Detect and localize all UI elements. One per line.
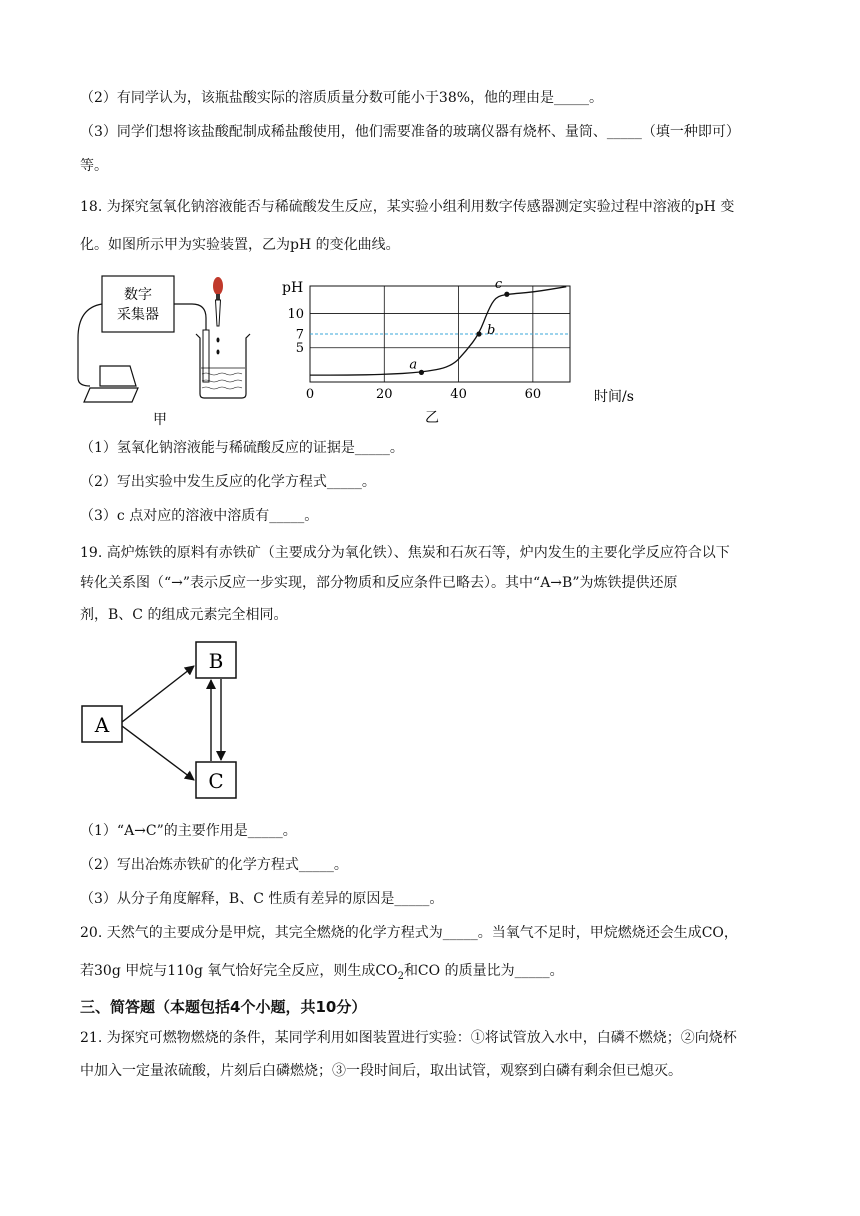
y-tick-label: 10 bbox=[287, 306, 304, 322]
q19-intro-line3: 剂，B、C 的组成元素完全相同。 bbox=[80, 607, 288, 623]
ph-curve bbox=[310, 287, 566, 375]
x-tick-label: 20 bbox=[376, 387, 393, 402]
q20-line2-part2: 和CO 的质量比为_____。 bbox=[403, 963, 564, 979]
arrow-a-to-c bbox=[122, 726, 194, 780]
q17-sub2: （2）有同学认为，该瓶盐酸实际的溶质质量分数可能小于38%，他的理由是_____。 bbox=[80, 90, 604, 106]
ph-probe bbox=[203, 330, 209, 382]
q19-sub2: （2）写出冶炼赤铁矿的化学方程式_____。 bbox=[80, 857, 348, 873]
x-tick-label: 0 bbox=[305, 387, 315, 402]
figure-yi-caption: 乙 bbox=[425, 410, 439, 426]
x-axis-label: 时间/s bbox=[594, 389, 634, 405]
q19-sub1: （1）“A→C”的主要作用是_____。 bbox=[80, 823, 297, 839]
q18-intro-line2: 化。如图所示甲为实验装置，乙为pH 的变化曲线。 bbox=[80, 237, 400, 253]
q17-sub3-line2: 等。 bbox=[80, 158, 108, 174]
point-label-b: b bbox=[487, 323, 496, 338]
conversion-diagram bbox=[70, 630, 270, 810]
y-tick-label: 7 bbox=[295, 327, 304, 343]
x-tick-label: 60 bbox=[524, 387, 542, 402]
x-tick-label: 40 bbox=[450, 387, 467, 402]
q19-intro-line1: 19. 高炉炼铁的原料有赤铁矿（主要成分为氧化铁）、焦炭和石灰石等，炉内发生的主要化学反应符合以下 bbox=[80, 545, 730, 561]
q18-intro-line1: 18. 为探究氢氧化钠溶液能否与稀硫酸发生反应，某实验小组利用数字传感器测定实验过程中溶液的pH 变 bbox=[80, 199, 735, 215]
y-axis-label: pH bbox=[282, 280, 304, 296]
collector-label-1: 数字 bbox=[124, 287, 152, 303]
cable-to-probe bbox=[174, 304, 206, 330]
arrow-a-to-b bbox=[122, 666, 194, 722]
q21-line1: 21. 为探究可燃物燃烧的条件，某同学利用如图装置进行实验：①将试管放入水中，白磷不燃烧；②向烧杯 bbox=[80, 1030, 737, 1046]
point-label-a: a bbox=[409, 357, 418, 373]
point-label-c: c bbox=[494, 277, 503, 293]
point-c bbox=[504, 292, 509, 297]
point-a bbox=[419, 370, 424, 375]
collector-label-2: 采集器 bbox=[117, 307, 159, 323]
q19-sub3: （3）从分子角度解释，B、C 性质有差异的原因是_____。 bbox=[80, 891, 444, 907]
node-a-label: A bbox=[94, 713, 110, 737]
cable-to-laptop bbox=[78, 304, 102, 386]
q17-sub3-line1: （3）同学们想将该盐酸配制成稀盐酸使用，他们需要准备的玻璃仪器有烧杯、量筒、_____（填一种即可） bbox=[80, 124, 740, 140]
node-c-label: C bbox=[208, 769, 224, 793]
dropper-icon bbox=[213, 277, 223, 355]
figure-jia-caption: 甲 bbox=[153, 412, 167, 428]
q20-line1: 20. 天然气的主要成分是甲烷，其完全燃烧的化学方程式为_____。当氧气不足时，甲烷燃烧还会生成CO， bbox=[80, 925, 738, 941]
q19-intro-line2: 转化关系图（“→”表示反应一步实现，部分物质和反应条件已略去）。其中“A→B”为炼铁提供还原 bbox=[80, 575, 678, 591]
data-collector-box bbox=[102, 276, 174, 332]
q18-sub1: （1）氢氧化钠溶液能与稀硫酸反应的证据是_____。 bbox=[80, 440, 404, 456]
q18-sub3: （3）c 点对应的溶液中溶质有_____。 bbox=[80, 508, 319, 524]
ph-chart bbox=[280, 272, 660, 432]
q20-line2 bbox=[80, 962, 564, 986]
node-b-label: B bbox=[208, 649, 224, 673]
q20-line2-subscript: 2 bbox=[397, 970, 404, 982]
apparatus-figure bbox=[60, 268, 280, 428]
q21-line2: 中加入一定量浓硫酸，片刻后白磷燃烧；③一段时间后，取出试管，观察到白磷有剩余但已熄灭。 bbox=[80, 1063, 682, 1079]
q18-sub2: （2）写出实验中发生反应的化学方程式_____。 bbox=[80, 474, 376, 490]
point-b bbox=[476, 331, 481, 336]
q20-line2-part1: 若30g 甲烷与110g 氧气恰好完全反应，则生成CO bbox=[80, 963, 398, 979]
y-tick-label: 5 bbox=[295, 341, 304, 357]
laptop-icon bbox=[84, 366, 138, 402]
section-3-title: 三、简答题（本题包括4个小题，共10分） bbox=[80, 998, 367, 1016]
